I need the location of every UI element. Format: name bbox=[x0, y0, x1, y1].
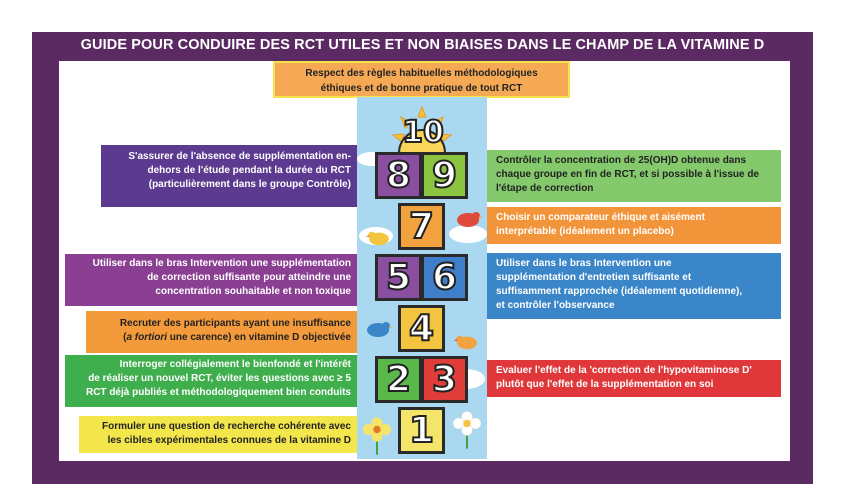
left-box-3-text bbox=[92, 317, 351, 345]
square-7: 7 bbox=[398, 203, 445, 250]
square-4: 4 bbox=[398, 305, 445, 352]
square-2: 2 bbox=[375, 356, 422, 403]
bird-icon bbox=[365, 229, 393, 247]
right-box-comparator bbox=[487, 207, 781, 244]
top-box bbox=[273, 61, 570, 98]
left-box-supplementation bbox=[101, 145, 357, 207]
left-box-recruit bbox=[86, 311, 357, 353]
square-8: 8 bbox=[375, 152, 422, 199]
right-box-effect bbox=[487, 360, 781, 397]
left-box-3-italic: a fortiori bbox=[126, 332, 168, 343]
left-box-5-text: Formuler une question de recherche cohérente avec les cibles expérimentales connues de la vitamine D bbox=[102, 421, 351, 446]
square-6: 6 bbox=[421, 254, 468, 301]
page-title: GUIDE POUR CONDUIRE DES RCT UTILES ET NON BIAISES DANS LE CHAMP DE LA VITAMINE D bbox=[80, 37, 765, 53]
left-box-question bbox=[65, 355, 357, 407]
right-box-2-text: Choisir un comparateur éthique et aisément interprétable (idéalement un placebo) bbox=[496, 212, 705, 237]
left-box-2-text: Utiliser dans le bras Intervention une supplémentation de correction suffisante pour atteindre une concentration souhaitable et non toxique bbox=[92, 258, 351, 297]
hopscotch-board bbox=[357, 97, 487, 459]
right-box-4-text: Evaluer l'effet de la 'correction de l'hypovitaminose D' plutôt que l'effet de la supplémentation en soi bbox=[496, 365, 752, 390]
square-10: 10 bbox=[402, 115, 444, 150]
right-box-1-text: Contrôler la concentration de 25(OH)D obtenue dans chaque groupe en fin de RCT, et si possible à l'issue de l'étape de correction bbox=[496, 155, 759, 194]
square-9: 9 bbox=[421, 152, 468, 199]
flower-icon bbox=[363, 417, 391, 455]
square-1: 1 bbox=[398, 407, 445, 454]
bird-icon bbox=[453, 333, 481, 351]
right-box-control bbox=[487, 150, 781, 202]
top-box-text: Respect des règles habituelles méthodologiques éthiques et de bonne pratique de tout RCT bbox=[305, 68, 538, 94]
square-3: 3 bbox=[421, 356, 468, 403]
left-box-correction bbox=[65, 254, 357, 306]
square-5: 5 bbox=[375, 254, 422, 301]
left-box-research bbox=[79, 416, 357, 453]
right-box-maintenance bbox=[487, 253, 781, 319]
left-box-4-text: Interroger collégialement le bienfondé et l'intérêt de réaliser un nouvel RCT, éviter les questions avec ≥ 5 RCT déjà publiés et méthodologiquement bien conduits bbox=[85, 359, 351, 398]
bird-icon bbox=[363, 319, 393, 339]
bird-icon bbox=[453, 209, 483, 229]
right-box-3-text: Utiliser dans le bras Intervention une supplémentation d'entretien suffisante et suffisamment rapprochée (idéalement quotidienne), et contrôler l'observance bbox=[496, 258, 743, 311]
left-box-1-text: S'assurer de l'absence de supplémentation en- dehors de l'étude pendant la durée du RCT (particulièrement dans le groupe Contrôle) bbox=[128, 151, 351, 190]
left-box-3-text-b: une carence) en vitamine D objectivée bbox=[167, 332, 351, 343]
left-box-3-text-a: Recruter des participants ayant une insuffisance ( bbox=[119, 318, 351, 343]
flower-icon bbox=[453, 411, 481, 449]
